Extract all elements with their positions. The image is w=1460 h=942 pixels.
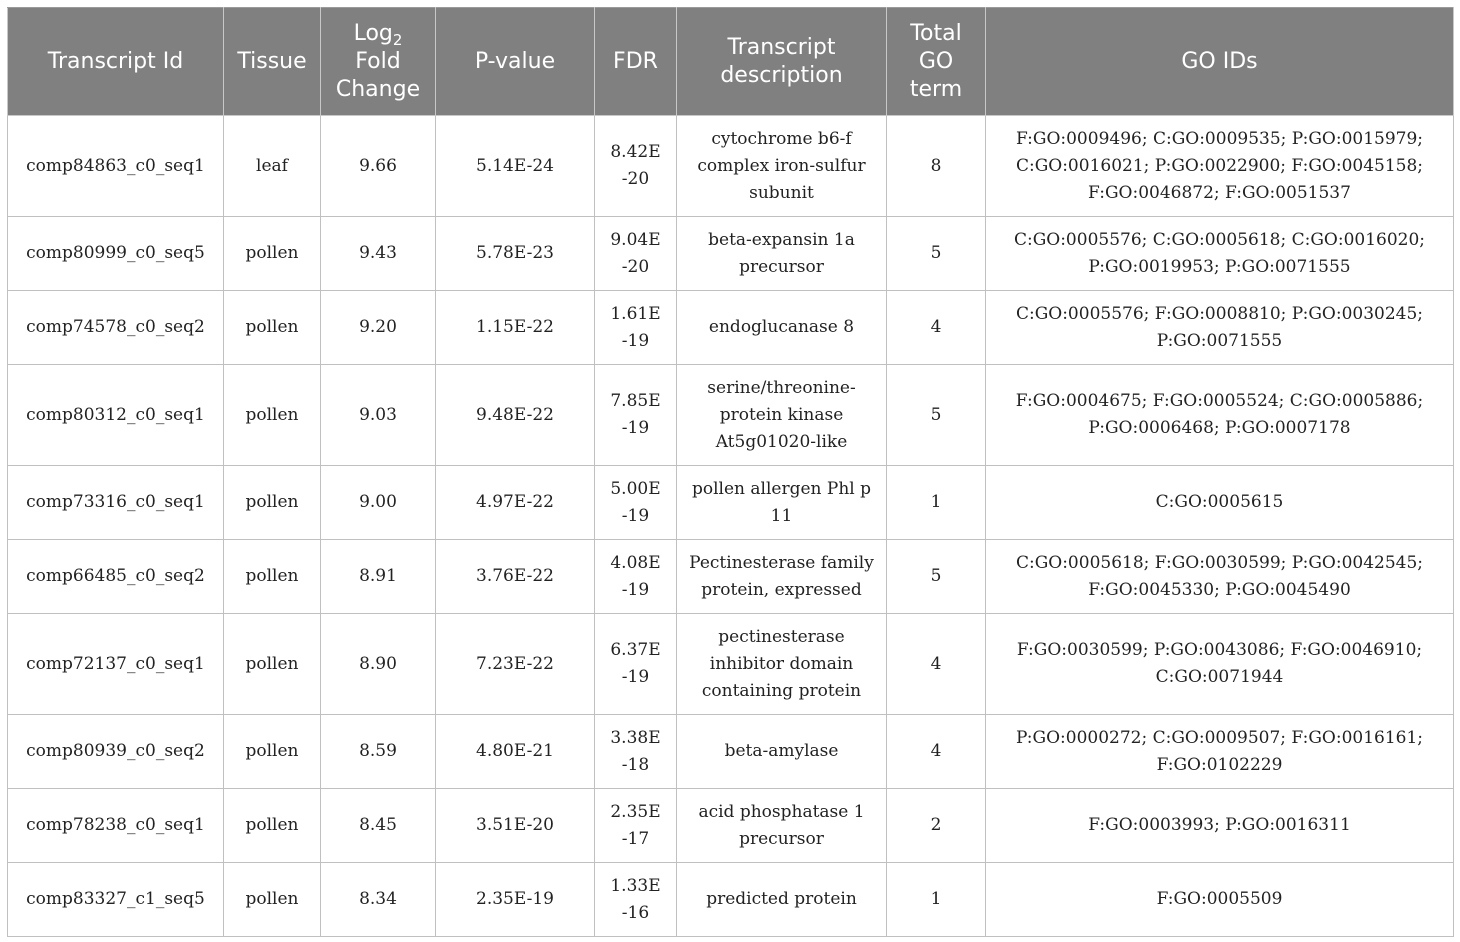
cell-transcript-id: comp66485_c0_seq2 <box>8 540 224 614</box>
cell-description: beta-amylase <box>677 715 887 789</box>
cell-transcript-id: comp80999_c0_seq5 <box>8 217 224 291</box>
cell-total-go: 5 <box>887 365 986 466</box>
cell-description: pectinesterase inhibitor domain containing protein <box>677 614 887 715</box>
table-row <box>8 614 1454 715</box>
table-row <box>8 789 1454 863</box>
cell-pvalue: 2.35E-19 <box>436 863 595 937</box>
header-row <box>8 8 1454 116</box>
cell-tissue: pollen <box>224 715 321 789</box>
header-log-subscript: 2 <box>392 30 403 49</box>
cell-total-go: 4 <box>887 291 986 365</box>
cell-tissue: pollen <box>224 291 321 365</box>
table-row <box>8 365 1454 466</box>
cell-go-ids: F:GO:0003993; P:GO:0016311 <box>986 789 1454 863</box>
cell-total-go: 1 <box>887 863 986 937</box>
cell-pvalue: 9.48E-22 <box>436 365 595 466</box>
cell-description: endoglucanase 8 <box>677 291 887 365</box>
cell-go-ids: F:GO:0004675; F:GO:0005524; C:GO:0005886; P:GO:0006468; P:GO:0007178 <box>986 365 1454 466</box>
cell-pvalue: 4.80E-21 <box>436 715 595 789</box>
cell-go-ids: P:GO:0000272; C:GO:0009507; F:GO:0016161; F:GO:0102229 <box>986 715 1454 789</box>
header-pvalue: P-value <box>436 8 595 116</box>
transcript-table <box>7 7 1454 937</box>
cell-pvalue: 5.14E-24 <box>436 116 595 217</box>
cell-tissue: pollen <box>224 789 321 863</box>
header-fold-change: Fold Change <box>335 48 421 102</box>
cell-fdr: 4.08E-19 <box>595 540 677 614</box>
cell-transcript-id: comp84863_c0_seq1 <box>8 116 224 217</box>
table-row <box>8 116 1454 217</box>
cell-go-ids: F:GO:0009496; C:GO:0009535; P:GO:0015979; C:GO:0016021; P:GO:0022900; F:GO:0045158; F:GO:0046872; F:GO:0051537 <box>986 116 1454 217</box>
cell-pvalue: 1.15E-22 <box>436 291 595 365</box>
cell-log2fc: 9.00 <box>321 466 436 540</box>
table-row <box>8 715 1454 789</box>
cell-tissue: pollen <box>224 863 321 937</box>
cell-description: predicted protein <box>677 863 887 937</box>
cell-log2fc: 9.43 <box>321 217 436 291</box>
cell-go-ids: C:GO:0005576; F:GO:0008810; P:GO:0030245; P:GO:0071555 <box>986 291 1454 365</box>
cell-log2fc: 9.66 <box>321 116 436 217</box>
cell-tissue: pollen <box>224 217 321 291</box>
cell-transcript-id: comp74578_c0_seq2 <box>8 291 224 365</box>
table-row <box>8 540 1454 614</box>
cell-fdr: 1.33E-16 <box>595 863 677 937</box>
cell-pvalue: 3.51E-20 <box>436 789 595 863</box>
cell-total-go: 4 <box>887 715 986 789</box>
header-tissue: Tissue <box>224 8 321 116</box>
cell-pvalue: 4.97E-22 <box>436 466 595 540</box>
table-row <box>8 466 1454 540</box>
table-row <box>8 291 1454 365</box>
cell-total-go: 5 <box>887 540 986 614</box>
cell-fdr: 1.61E-19 <box>595 291 677 365</box>
cell-fdr: 3.38E-18 <box>595 715 677 789</box>
cell-fdr: 2.35E-17 <box>595 789 677 863</box>
cell-log2fc: 8.45 <box>321 789 436 863</box>
cell-fdr: 9.04E-20 <box>595 217 677 291</box>
cell-transcript-id: comp73316_c0_seq1 <box>8 466 224 540</box>
header-transcript-id: Transcript Id <box>8 8 224 116</box>
cell-description: acid phosphatase 1 precursor <box>677 789 887 863</box>
cell-go-ids: C:GO:0005615 <box>986 466 1454 540</box>
header-description: Transcript description <box>677 8 887 116</box>
cell-pvalue: 7.23E-22 <box>436 614 595 715</box>
header-log-base: Log <box>353 20 393 46</box>
header-total-go: Total GO term <box>887 8 986 116</box>
cell-go-ids: C:GO:0005618; F:GO:0030599; P:GO:0042545; F:GO:0045330; P:GO:0045490 <box>986 540 1454 614</box>
cell-go-ids: F:GO:0030599; P:GO:0043086; F:GO:0046910; C:GO:0071944 <box>986 614 1454 715</box>
cell-transcript-id: comp72137_c0_seq1 <box>8 614 224 715</box>
cell-description: serine/threonine-protein kinase At5g01020-like <box>677 365 887 466</box>
cell-log2fc: 9.20 <box>321 291 436 365</box>
cell-tissue: pollen <box>224 466 321 540</box>
cell-pvalue: 3.76E-22 <box>436 540 595 614</box>
cell-log2fc: 8.59 <box>321 715 436 789</box>
cell-total-go: 8 <box>887 116 986 217</box>
cell-fdr: 7.85E-19 <box>595 365 677 466</box>
cell-description: beta-expansin 1a precursor <box>677 217 887 291</box>
cell-total-go: 4 <box>887 614 986 715</box>
table-row <box>8 217 1454 291</box>
cell-transcript-id: comp80939_c0_seq2 <box>8 715 224 789</box>
cell-log2fc: 9.03 <box>321 365 436 466</box>
cell-description: pollen allergen Phl p 11 <box>677 466 887 540</box>
table-row <box>8 863 1454 937</box>
cell-pvalue: 5.78E-23 <box>436 217 595 291</box>
header-log2-fold-change <box>321 8 436 116</box>
cell-tissue: pollen <box>224 614 321 715</box>
cell-log2fc: 8.34 <box>321 863 436 937</box>
cell-total-go: 2 <box>887 789 986 863</box>
cell-go-ids: C:GO:0005576; C:GO:0005618; C:GO:0016020; P:GO:0019953; P:GO:0071555 <box>986 217 1454 291</box>
cell-tissue: pollen <box>224 540 321 614</box>
cell-go-ids: F:GO:0005509 <box>986 863 1454 937</box>
cell-transcript-id: comp78238_c0_seq1 <box>8 789 224 863</box>
cell-fdr: 6.37E-19 <box>595 614 677 715</box>
cell-total-go: 1 <box>887 466 986 540</box>
cell-log2fc: 8.91 <box>321 540 436 614</box>
cell-description: Pectinesterase family protein, expressed <box>677 540 887 614</box>
cell-fdr: 5.00E-19 <box>595 466 677 540</box>
cell-log2fc: 8.90 <box>321 614 436 715</box>
cell-total-go: 5 <box>887 217 986 291</box>
cell-transcript-id: comp80312_c0_seq1 <box>8 365 224 466</box>
header-fdr: FDR <box>595 8 677 116</box>
cell-tissue: pollen <box>224 365 321 466</box>
cell-tissue: leaf <box>224 116 321 217</box>
header-go-ids: GO IDs <box>986 8 1454 116</box>
cell-transcript-id: comp83327_c1_seq5 <box>8 863 224 937</box>
cell-description: cytochrome b6-f complex iron-sulfur subunit <box>677 116 887 217</box>
cell-fdr: 8.42E-20 <box>595 116 677 217</box>
